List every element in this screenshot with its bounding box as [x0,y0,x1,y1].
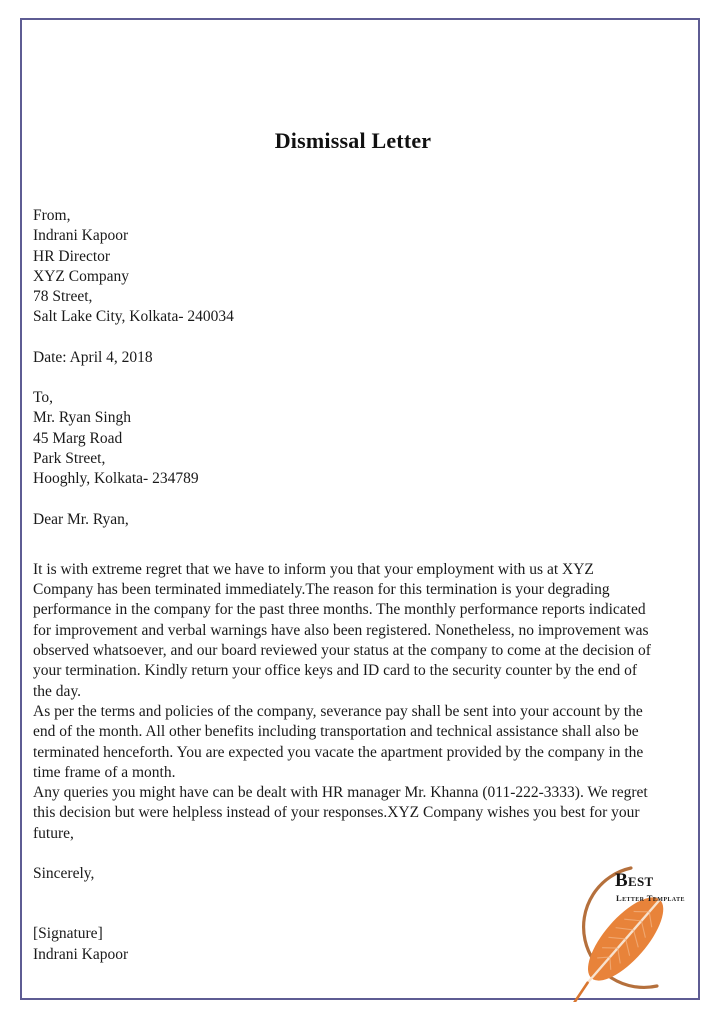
recipient-name: Mr. Ryan Singh [33,409,131,427]
best-letter-template-logo [553,850,701,1002]
logo-brand-tagline: Letter Template [616,893,685,903]
spacer-before-salutation [33,490,688,510]
recipient-street: 45 Marg Road [33,429,123,447]
recipient-area: Park Street, [33,449,106,467]
spacer-before-recipient [33,368,688,388]
date-block [33,348,688,368]
signature-placeholder: [Signature] [33,925,103,943]
sender-address-block [33,206,688,328]
recipient-city: Hooghly, Kolkata- 234789 [33,470,199,488]
letter-date: Date: April 4, 2018 [33,348,153,366]
recipient-to-label: To, [33,389,54,407]
body-paragraph-1: It is with extreme regret that we have to inform you that your employment with us at XYZ Company has been terminated immediately.The reason for this termination is your degrading performance in the company for the past three months. The monthly performance reports indicated for improvement and verbal warnings have also been registered. Nonetheless, no improvement was observed whatsoever, and our board reviewed your status at the company to come at the decision of your termination. Kindly return your office keys and ID card to the security counter by the end of the day. [33,560,651,700]
valediction: Sincerely, [33,865,95,883]
spacer-before-date [33,328,688,348]
title-spacer [33,154,688,206]
sender-designation: HR Director [33,247,111,265]
sender-company: XYZ Company [33,267,130,285]
salutation-block [33,510,688,530]
body-paragraph-3: Any queries you might have can be dealt with HR manager Mr. Khanna (011-222-3333). We regret this decision but were helpless instead of your responses.XYZ Company wishes you best for your future, [33,784,648,842]
signer-name: Indrani Kapoor [33,945,129,963]
spacer-before-body-extra [33,550,688,560]
sender-city: Salt Lake City, Kolkata- 240034 [33,308,234,326]
sender-street: 78 Street, [33,288,93,306]
body-paragraph-2: As per the terms and policies of the company, severance pay shall be sent into your account by the end of the month. All other benefits including transportation and technical assistance shall also be terminated henceforth. You are expected you vacate the apartment provided by the company in the time frame of a month. [33,702,644,781]
sender-from-label: From, [33,207,71,224]
salutation: Dear Mr. Ryan, [33,510,129,528]
recipient-address-block [33,388,688,489]
sender-name: Indrani Kapoor [33,227,129,245]
logo-brand-name: Best [615,870,654,891]
page-title: Dismissal Letter [274,128,432,153]
spacer-before-body [33,530,688,550]
letter-content [33,18,688,965]
